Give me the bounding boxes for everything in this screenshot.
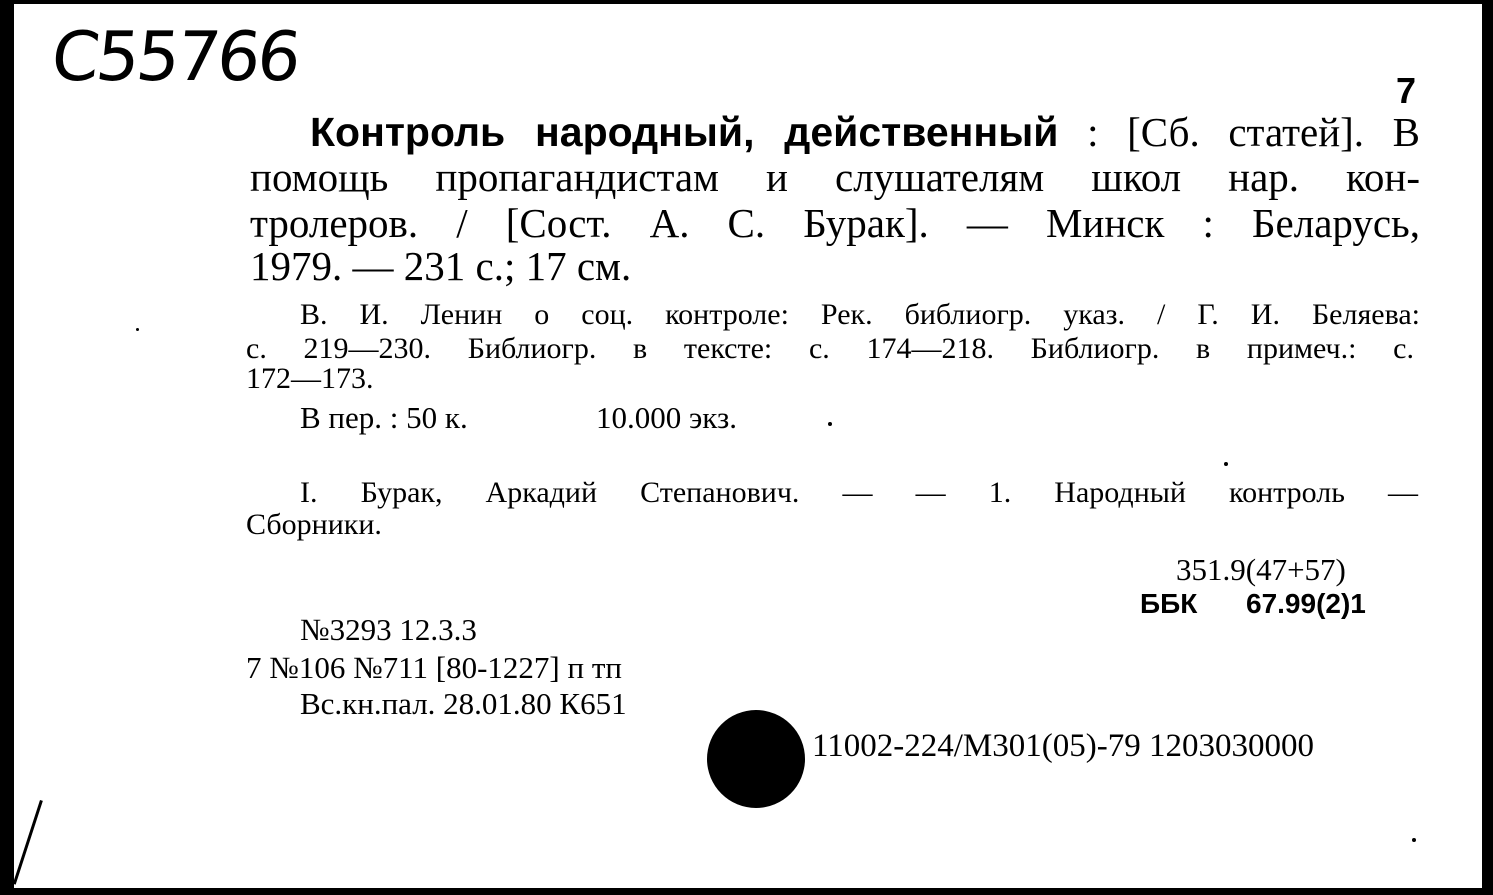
subject-line-2: Сборники. xyxy=(246,508,382,541)
note-line-2: с. 219—230. Библиогр. в тексте: с. 174—218. Библиогр. в примеч.: с. xyxy=(246,332,1414,365)
card-border-top xyxy=(0,0,1493,4)
title-line-1-rest: : [Сб. статей]. В xyxy=(1087,109,1421,155)
ink-speck xyxy=(1412,838,1416,842)
publisher-code: 11002-224/М301(05)-79 1203030000 xyxy=(812,728,1314,764)
note-line-1: В. И. Ленин о соц. контроле: Рек. библиогр. указ. / Г. И. Беляева: xyxy=(300,298,1420,331)
handwritten-shelf-code: С55766 xyxy=(47,18,302,97)
subject-line-1: I. Бурак, Аркадий Степанович. — — 1. Народный контроль — xyxy=(300,476,1418,509)
ink-speck xyxy=(828,422,832,426)
card-border-right xyxy=(1482,0,1493,895)
note-line-3: 172—173. xyxy=(246,362,374,395)
print-run: 10.000 экз. xyxy=(596,400,737,435)
ink-speck xyxy=(1224,462,1228,466)
service-line-2: 7 №106 №711 [80-1227] п тп xyxy=(246,650,622,685)
ink-speck xyxy=(136,328,139,331)
card-border-left xyxy=(0,0,14,895)
card-border-bottom xyxy=(0,888,1493,895)
udc-code: 351.9(47+57) xyxy=(1176,552,1346,587)
card-number: 7 xyxy=(1396,70,1417,111)
punch-hole xyxy=(707,710,805,808)
service-line-1: №3293 12.3.3 xyxy=(300,612,477,647)
title-line-4: 1979. — 231 с.; 17 см. xyxy=(250,243,632,289)
title-line-2: помощь пропагандистам и слушателям школ нар. кон- xyxy=(250,154,1420,200)
title-bold-heading: Контроль народный, действенный xyxy=(310,109,1059,155)
bbk-code: 67.99(2)1 xyxy=(1246,588,1366,619)
binding-price: В пер. : 50 к. xyxy=(300,400,468,435)
service-line-3: Вс.кн.пал. 28.01.80 К651 xyxy=(300,686,627,721)
title-line-3: тролеров. / [Сост. А. С. Бурак]. — Минск : Беларусь, xyxy=(250,200,1420,246)
pen-stroke xyxy=(13,800,43,885)
title-line-1 xyxy=(250,109,1421,155)
bbk-label: ББК xyxy=(1140,588,1198,619)
